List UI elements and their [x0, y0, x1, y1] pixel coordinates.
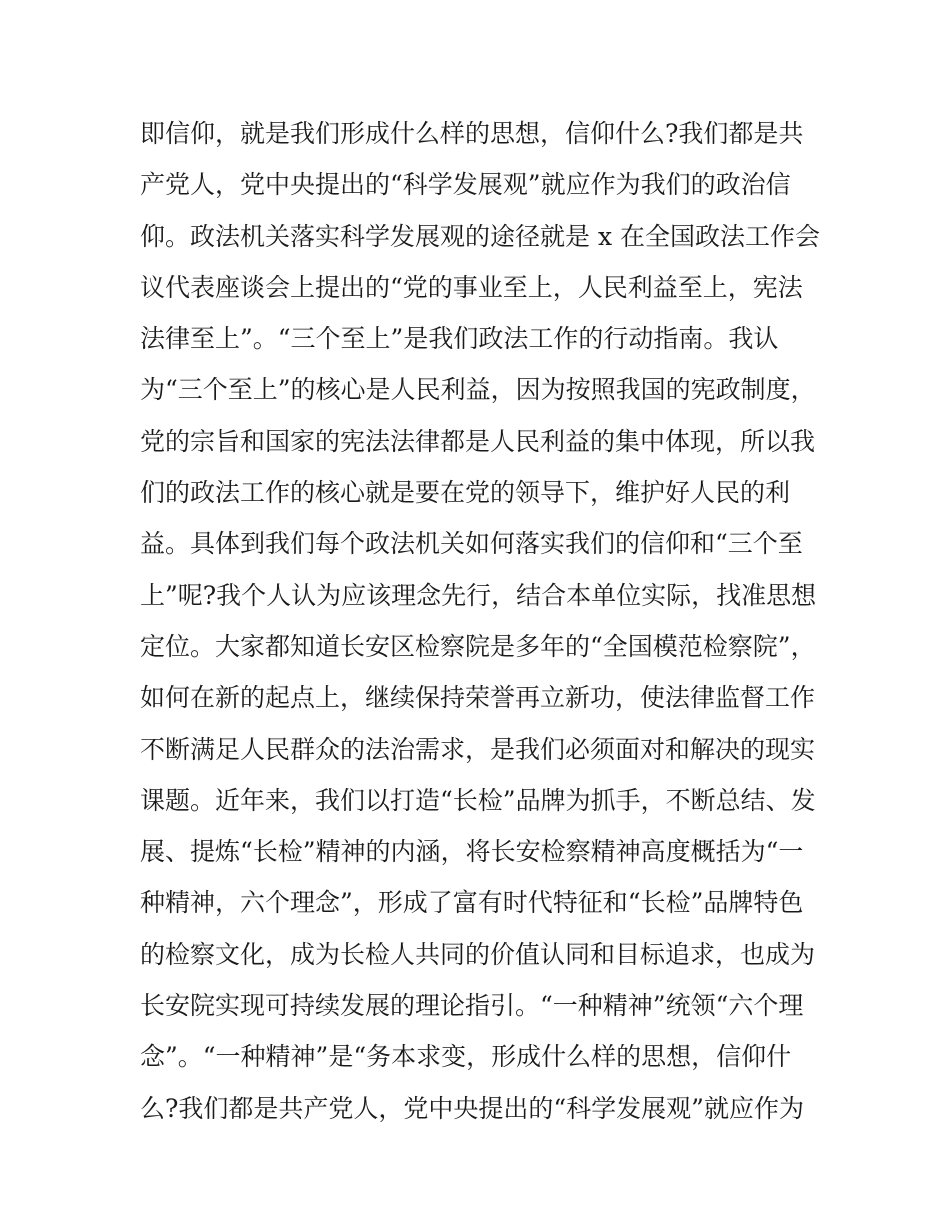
- text-line: 益。具体到我们每个政法机关如何落实我们的信仰和“三个至: [140, 529, 803, 559]
- text-line: 仰。政法机关落实科学发展观的途径就是 x 在全国政法工作会: [140, 221, 820, 251]
- text-line: 产党人，党中央提出的“科学发展观”就应作为我们的政治信: [140, 170, 791, 200]
- text-line: 课题。近年来，我们以打造“长检”品牌为抓手，不断总结、发: [140, 785, 816, 815]
- text-line: 的检察文化，成为长检人共同的价值认同和目标追求，也成为: [140, 939, 816, 969]
- text-line: 即信仰，就是我们形成什么样的思想，信仰什么?我们都是共: [140, 119, 804, 148]
- text-line: 么?我们都是共产党人，党中央提出的“科学发展观”就应作为: [140, 1093, 804, 1123]
- text-line: 议代表座谈会上提出的“党的事业至上，人民利益至上，宪法: [140, 272, 803, 302]
- body-text: [140, 108, 830, 1134]
- text-line: 们的政法工作的核心就是要在党的领导下，维护好人民的利: [140, 478, 791, 508]
- text-line: 上”呢?我个人认为应该理念先行，结合本单位实际，找准思想: [140, 580, 817, 610]
- text-line: 种精神，六个理念”，形成了富有时代特征和“长检”品牌特色: [140, 888, 804, 918]
- text-line: 不断满足人民群众的法治需求，是我们必须面对和解决的现实: [140, 734, 816, 764]
- text-line: 念”。“一种精神”是“务本求变，形成什么样的思想，信仰什: [140, 1042, 792, 1072]
- text-line: 法律至上”。“三个至上”是我们政法工作的行动指南。我认: [140, 324, 779, 354]
- text-line: 定位。大家都知道长安区检察院是多年的“全国模范检察院”，: [140, 631, 816, 661]
- text-line: 如何在新的起点上，继续保持荣誉再立新功，使法律监督工作: [140, 683, 816, 713]
- text-line: 长安院实现可持续发展的理论指引。“一种精神”统领“六个理: [140, 991, 804, 1021]
- text-line: 党的宗旨和国家的宪法法律都是人民利益的集中体现，所以我: [140, 426, 816, 456]
- text-line: 为“三个至上”的核心是人民利益，因为按照我国的宪政制度，: [140, 375, 816, 405]
- text-line: 展、提炼“长检”精神的内涵，将长安检察精神高度概括为“一: [140, 837, 804, 867]
